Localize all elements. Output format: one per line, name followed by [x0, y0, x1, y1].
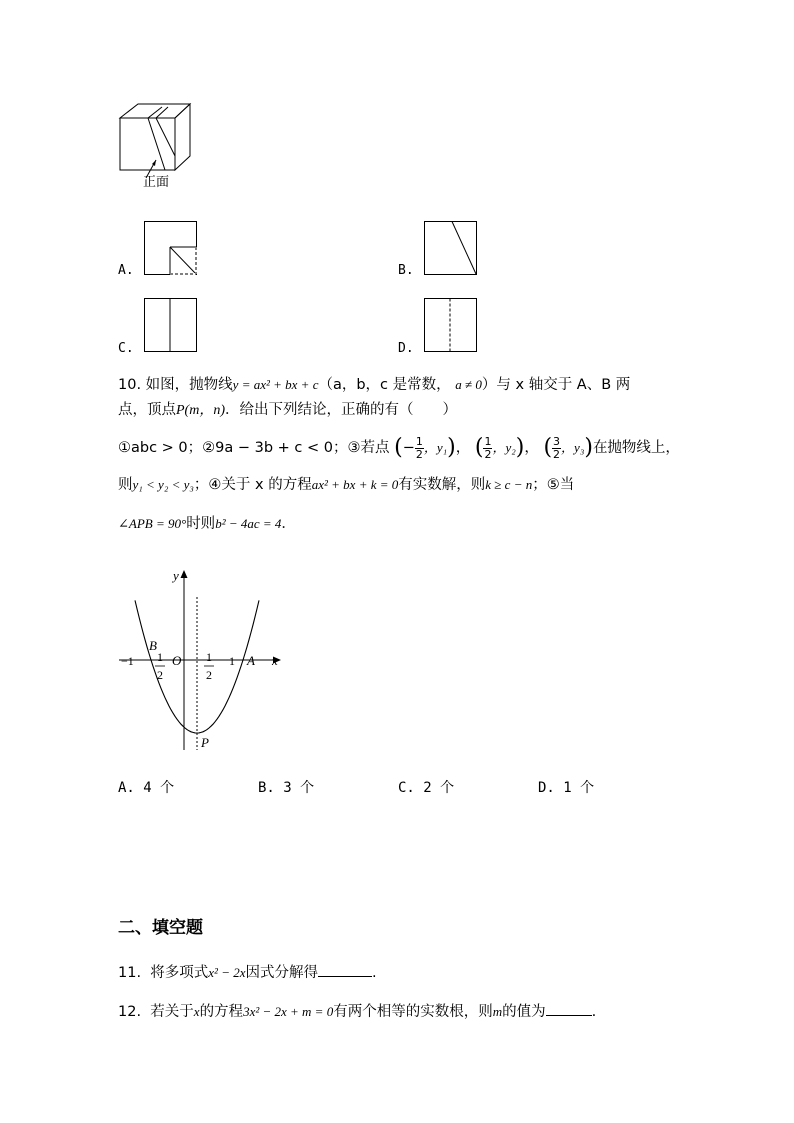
tick-label-1: 1 [229, 654, 235, 668]
tick-label-minus-1: −1 [121, 654, 134, 668]
q10-line-4: 则y₁ < y₂ < y₃；④关于 x 的方程ax² + bx + k = 0有实数解，则k ≥ c − n；⑤当 [118, 477, 575, 493]
option-a-label: A. [118, 263, 134, 278]
choice-b: B. 3 个 [258, 780, 315, 796]
q10-a-neq: a ≠ 0 [455, 377, 482, 392]
answer-blank-11[interactable] [318, 962, 372, 977]
q10-k-cond: k ≥ c − n [485, 477, 533, 492]
fraction: $\frac{1}{2}$ [484, 435, 492, 461]
answer-blank-12[interactable] [546, 1001, 592, 1016]
fraction: $\frac{1}{2}$ [415, 435, 423, 461]
q10-line2-b: ．给出下列结论，正确的有（ ） [225, 402, 457, 418]
tick-frac-pos-num: 1 [206, 650, 212, 664]
q10-angle: ∠APB = 90° [118, 516, 187, 531]
tick-frac-neg-num: 1 [157, 650, 163, 664]
q10-line-3: ①abc > 0；②9a − 3b + c < 0；③若点 (− $\frac{1}{2}$ ，y₁)， ( $\frac{1}{2}$ ，y₂)， ( $\frac{3}{2}$ ，y₃)在抛物线上， [118, 435, 680, 461]
question-12: 12. 若关于x的方程3x² − 2x + m = 0有两个相等的实数根，则m的值为 . [118, 1001, 596, 1020]
q10-discriminant: b² − 4ac = 4 [215, 516, 282, 531]
choice-c: C. 2 个 [398, 780, 455, 796]
vertex-p-label: P [201, 735, 209, 750]
q10-line-2 [118, 403, 457, 418]
point-b-label: B [149, 638, 157, 653]
option-a-figure [144, 221, 198, 276]
tick-frac-pos-den: 2 [206, 668, 212, 682]
q10-equation: ax² + bx + k = 0 [311, 477, 399, 492]
choice-a: A. 4 个 [118, 780, 175, 796]
q10-consts: （a，b，c 是常数， [318, 377, 451, 393]
option-c-figure [144, 298, 198, 353]
q11-expression: x² − 2x [208, 965, 246, 980]
option-d-figure [424, 298, 478, 353]
origin-label: O [172, 653, 182, 668]
question-number: 10. [118, 377, 142, 393]
q10-line-1 [118, 378, 630, 393]
q10-conclusion-1-3: ①abc > 0；②9a − 3b + c < 0；③若点 [118, 440, 390, 457]
option-c-label: C. [118, 341, 134, 356]
x-axis-label: x [272, 653, 278, 668]
front-label: 正面 [143, 175, 170, 190]
q10-inequality: y₁ < y₂ < y₃ [132, 477, 194, 492]
question-11: 11. 将多项式x² − 2x因式分解得 . [118, 962, 377, 981]
point-a-label: A [247, 653, 255, 668]
fraction: $\frac{3}{2}$ [553, 435, 561, 461]
q10-line2-a: 点，顶点 [118, 402, 176, 418]
tick-frac-neg-den: 2 [157, 668, 163, 682]
q10-intersect: ）与 x 轴交于 A、B 两 [481, 377, 631, 393]
section-title: 二、填空题 [118, 918, 203, 938]
q12-equation: 3x² − 2x + m = 0 [243, 1004, 334, 1019]
q10-vertex: P(m，n) [176, 403, 225, 418]
parabola-graph [115, 565, 290, 755]
q10-on-parabola: 在抛物线上， [592, 440, 680, 457]
q10-parabola-eq: y = ax² + bx + c [232, 377, 319, 392]
option-d-label: D. [398, 341, 414, 356]
q10-intro: 如图，抛物线 [145, 377, 233, 393]
q10-line-5: ∠APB = 90°时则b² − 4ac = 4． [118, 516, 296, 532]
choice-d: D. 1 个 [538, 780, 595, 796]
y-axis-label: y [173, 568, 179, 583]
option-b-label: B. [398, 263, 414, 278]
y-axis-arrow [181, 570, 188, 578]
option-b-figure [424, 221, 478, 276]
